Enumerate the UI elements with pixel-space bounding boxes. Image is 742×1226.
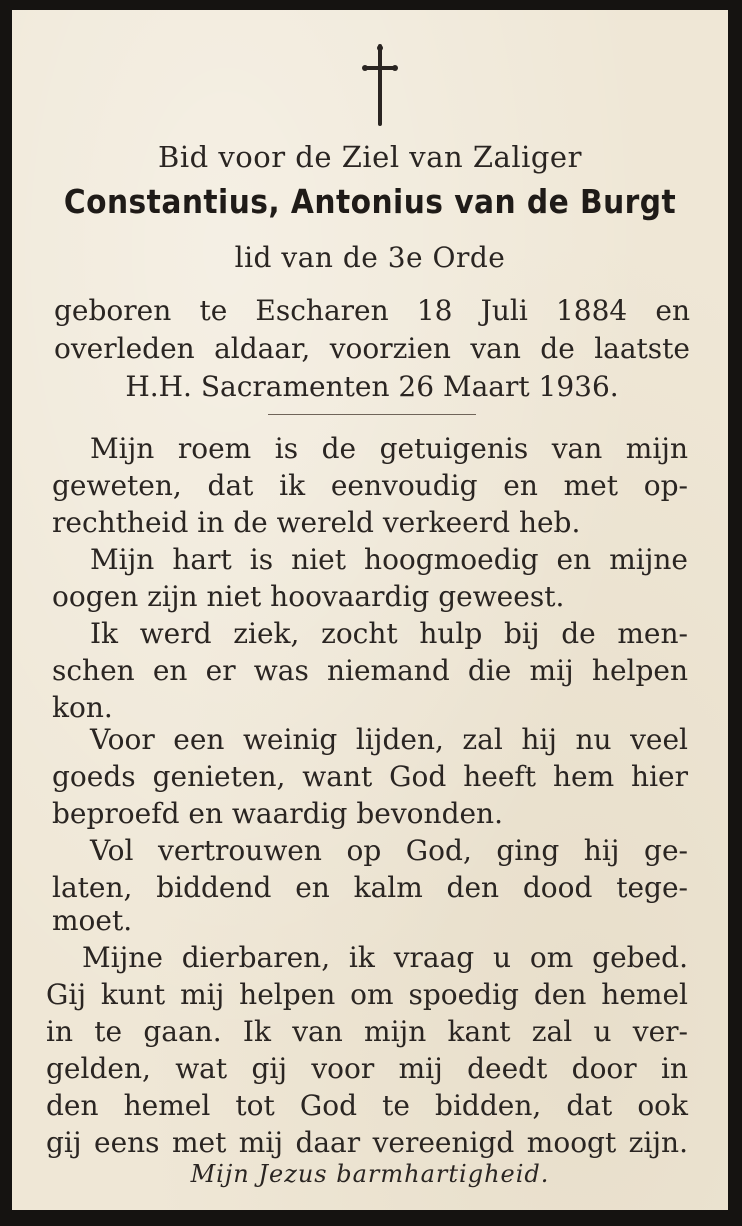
text-line: oogen zijn niet hoovaardig geweest.	[52, 580, 565, 613]
text-line: Mijn hart is niet hoogmoedig en mijne	[90, 543, 688, 576]
dates-line: overleden aldaar, voorzien van de laatste	[54, 332, 690, 365]
text-line: den hemel tot God te bidden, dat ook	[46, 1089, 688, 1122]
text-line: kon.	[52, 691, 113, 724]
card-paper	[12, 10, 728, 1210]
text-line: in te gaan. Ik van mijn kant zal u ver-	[46, 1015, 688, 1048]
dates-line: geboren te Escharen 18 Juli 1884 en	[54, 294, 690, 327]
text-line: laten, biddend en kalm den dood tege-	[52, 871, 688, 904]
text-line: beproefd en waardig bevonden.	[52, 797, 503, 830]
text-line: geweten, dat ik eenvoudig en met op-	[52, 469, 688, 502]
text-line: goeds genieten, want God heeft hem hier	[52, 760, 688, 793]
text-line: rechtheid in de wereld verkeerd heb.	[52, 506, 581, 539]
prayer-line: Bid voor de Ziel van Zaliger	[158, 140, 582, 174]
text-line: Vol vertrouwen op God, ging hij ge-	[90, 834, 688, 867]
deceased-name: Constantius, Antonius van de Burgt	[63, 182, 677, 221]
text-line: gij eens met mij daar vereenigd moogt zijn.	[46, 1126, 688, 1159]
closing-invocation: Mijn Jezus barmhartigheid.	[190, 1160, 550, 1188]
text-line: schen en er was niemand die mij helpen	[52, 654, 688, 687]
text-line: gelden, wat gij voor mij deedt door in	[46, 1052, 688, 1085]
dates-line: H.H. Sacramenten 26 Maart 1936.	[125, 370, 619, 403]
cross-icon	[360, 44, 400, 126]
text-line: Mijne dierbaren, ik vraag u om gebed.	[82, 941, 688, 974]
text-line: Voor een weinig lijden, zal hij nu veel	[90, 723, 688, 756]
text-line: Ik werd ziek, zocht hulp bij de men-	[90, 617, 688, 650]
order-line: lid van de 3e Orde	[234, 241, 506, 274]
divider	[268, 414, 476, 415]
text-line: moet.	[52, 904, 133, 937]
text-line: Gij kunt mij helpen om spoedig den hemel	[46, 978, 688, 1011]
text-line: Mijn roem is de getuigenis van mijn	[90, 432, 688, 465]
